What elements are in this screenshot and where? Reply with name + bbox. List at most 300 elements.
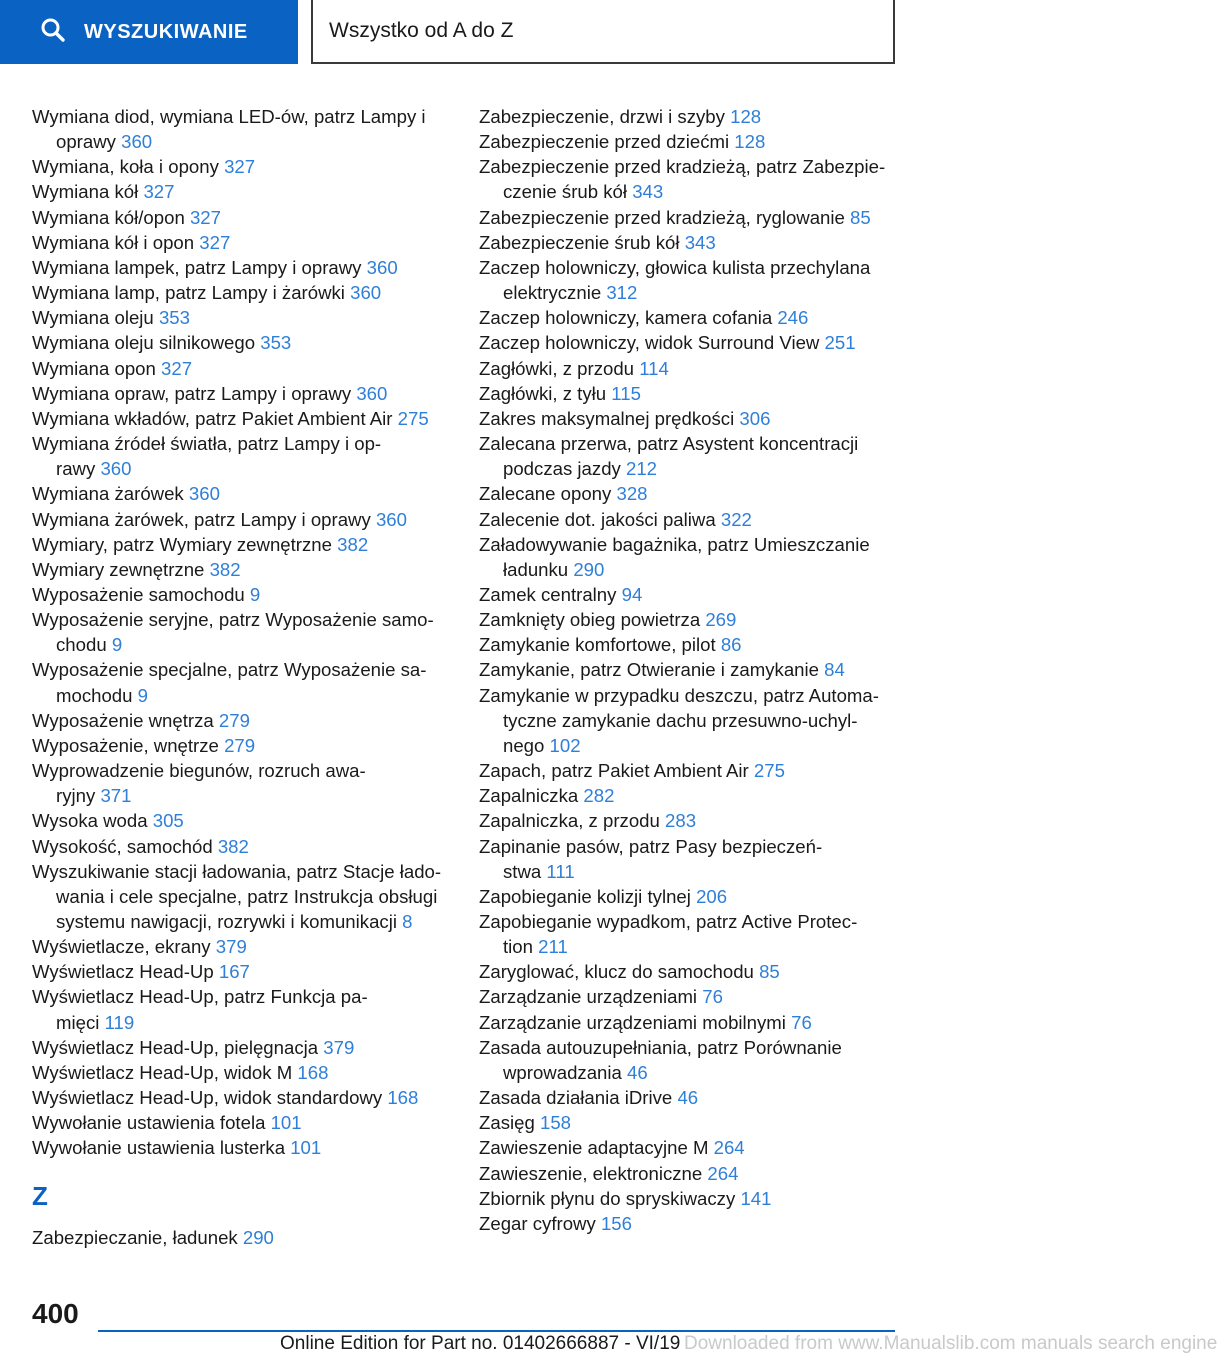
index-entry: [479, 1085, 919, 1110]
index-entry-text: [491, 179, 919, 204]
index-entry-text: [479, 657, 919, 682]
index-entry-term: stwa: [503, 860, 542, 882]
index-entry-term: Wyposażenie specjalne, patrz Wyposażenie sa-: [32, 659, 427, 681]
index-entry-text: [479, 507, 919, 532]
page-reference-link[interactable]: 343: [684, 231, 716, 253]
index-entry: [479, 406, 919, 431]
index-entry-text: [479, 582, 919, 607]
index-entry: [479, 381, 919, 406]
index-entry-text: [479, 1211, 919, 1236]
index-entry-term: Wyświetlacz Head-Up, widok M: [32, 1061, 293, 1083]
index-entry-text: [32, 1110, 462, 1135]
page-reference-link[interactable]: 128: [734, 131, 766, 153]
index-entry-term: systemu nawigacji, rozrywki i komunikacji: [56, 911, 397, 932]
page-reference-link[interactable]: 379: [215, 936, 247, 958]
page-reference-link[interactable]: 115: [611, 382, 641, 404]
index-entry-term: rawy: [56, 458, 96, 480]
index-entry-term: Wymiary zewnętrzne: [32, 558, 205, 580]
index-entry-term: Wymiana kół: [32, 181, 139, 203]
index-entry-term: Wymiana oleju silnikowego: [32, 332, 256, 354]
page-reference-link[interactable]: 46: [627, 1061, 648, 1083]
index-entry: [479, 431, 919, 481]
index-entry: [32, 431, 462, 481]
page-reference-link[interactable]: 353: [158, 307, 190, 329]
index-entry: [32, 230, 462, 255]
index-entry-text: [491, 708, 919, 733]
index-entry: [479, 984, 919, 1009]
index-entry-text: [479, 1010, 919, 1035]
index-entry-text: [44, 884, 462, 909]
page-reference-link[interactable]: 76: [702, 986, 723, 1008]
index-entry: [479, 758, 919, 783]
index-entry-text: [32, 657, 462, 682]
index-entry-text: [491, 859, 919, 884]
index-entry-term: Wymiana kół/opon: [32, 206, 185, 228]
index-entry-term: Zarządzanie urządzeniami: [479, 986, 698, 1008]
index-entry: [479, 959, 919, 984]
index-entry-text: [32, 205, 462, 230]
index-entry: [32, 557, 462, 582]
footer-edition-text: Online Edition for Part no. 01402666887 - VI/19: [280, 1333, 681, 1354]
index-entry-term: Wymiana źródeł światła, patrz Lampy i op-: [32, 433, 382, 455]
index-entry-text: [479, 356, 919, 381]
index-entry-text: [32, 431, 462, 456]
index-entry-term: Wyposażenie, wnętrze: [32, 734, 219, 756]
index-entry: [32, 758, 462, 808]
index-entry-text: [44, 632, 462, 657]
page-reference-link[interactable]: 322: [720, 508, 752, 530]
page-reference-link[interactable]: 85: [759, 961, 780, 983]
index-entry-text: [479, 129, 919, 154]
index-entry-term: Zbiornik płynu do spryskiwaczy: [479, 1187, 736, 1209]
index-entry: [32, 1035, 462, 1060]
section-letter-z: Z: [32, 1180, 48, 1211]
index-entry-term: Wymiana żarówek: [32, 483, 184, 505]
page-reference-link[interactable]: 360: [356, 382, 388, 404]
index-entry-term: Wymiary, patrz Wymiary zewnętrzne: [32, 533, 332, 555]
index-entry-term: Wymiana kół i opon: [32, 231, 195, 253]
index-entry-term: Zabezpieczenie przed dziećmi: [479, 131, 730, 153]
index-entry-text: [479, 330, 919, 355]
index-entry: [32, 984, 462, 1034]
index-entry-term: Zamknięty obieg powietrza: [479, 609, 701, 631]
index-entry: [479, 1211, 919, 1236]
page-reference-link[interactable]: 9: [111, 634, 123, 656]
index-entry-text: [32, 859, 462, 884]
index-entry-term: Wyposażenie seryjne, patrz Wyposażenie samo-: [32, 609, 434, 631]
index-entry-term: Zamykanie, patrz Otwieranie i zamykanie: [479, 659, 819, 681]
index-entry-term: Zegar cyfrowy: [479, 1212, 596, 1234]
section-z-entries: [32, 1225, 462, 1250]
index-entry-term: Zapalniczka, z przodu: [479, 810, 660, 832]
index-entry-text: [479, 205, 919, 230]
index-entry: [32, 305, 462, 330]
index-entry: [32, 381, 462, 406]
index-entry: [32, 481, 462, 506]
index-entry: [32, 959, 462, 984]
index-entry-term: elektrycznie: [503, 282, 602, 304]
page-reference-link[interactable]: 212: [626, 458, 658, 480]
index-entry-text: [32, 1060, 462, 1085]
index-entry-text: [44, 783, 462, 808]
index-entry-term: Zawieszenie adaptacyjne M: [479, 1137, 709, 1159]
page-reference-link[interactable]: 279: [224, 734, 256, 756]
index-entry: [479, 683, 919, 758]
page-reference-link[interactable]: 312: [606, 282, 638, 304]
page-reference-link[interactable]: 290: [573, 558, 605, 580]
index-entry-term: Wymiana opon: [32, 357, 156, 379]
index-entry-term: czenie śrub kół: [503, 181, 628, 203]
index-entry-text: [479, 984, 919, 1009]
index-entry-text: [479, 406, 919, 431]
index-entry-text: [479, 959, 919, 984]
page-reference-link[interactable]: 101: [270, 1112, 302, 1134]
index-entry-term: Wyświetlacze, ekrany: [32, 936, 211, 958]
index-entry: [479, 582, 919, 607]
index-entry-term: oprawy: [56, 131, 116, 153]
index-entry-term: Zapach, patrz Pakiet Ambient Air: [479, 760, 749, 782]
page-reference-link[interactable]: 360: [366, 256, 398, 278]
page-reference-link[interactable]: 283: [665, 810, 697, 832]
index-entry-text: [32, 1135, 462, 1160]
search-tab-label: WYSZUKIWANIE: [84, 20, 248, 43]
index-entry-term: Zalecenie dot. jakości paliwa: [479, 508, 716, 530]
index-entry: [479, 356, 919, 381]
index-entry: [479, 1035, 919, 1085]
index-entry: [32, 657, 462, 707]
page-reference-link[interactable]: 275: [753, 760, 785, 782]
index-entry-term: Zabezpieczenie śrub kół: [479, 231, 680, 253]
page-reference-link[interactable]: 168: [297, 1061, 329, 1083]
page-reference-link[interactable]: 94: [621, 583, 643, 605]
index-entry-text: [479, 532, 919, 557]
index-entry-term: Wyświetlacz Head-Up, widok standardowy: [32, 1087, 383, 1109]
page-reference-link[interactable]: 102: [549, 734, 581, 756]
index-entry: [479, 632, 919, 657]
index-entry-text: [479, 255, 919, 280]
index-entry-text: [32, 708, 462, 733]
index-entry-term: Zapobieganie wypadkom, patrz Active Protec-: [479, 911, 858, 932]
index-column-left: [32, 104, 462, 1250]
index-entry: [479, 330, 919, 355]
index-entry-term: Zapinanie pasów, patrz Pasy bezpieczeń-: [479, 835, 823, 857]
index-entry-text: [32, 557, 462, 582]
index-entry: [32, 280, 462, 305]
index-entry-term: Wymiana oleju: [32, 307, 154, 329]
index-entry-term: wania i cele specjalne, patrz Instrukcja obsługi: [56, 885, 438, 907]
page-reference-link[interactable]: 168: [387, 1087, 419, 1109]
index-entry: [32, 934, 462, 959]
index-entry: [32, 104, 462, 154]
page-reference-link[interactable]: 360: [100, 458, 132, 480]
index-entry: [32, 1085, 462, 1110]
page-reference-link[interactable]: 85: [850, 206, 871, 228]
page-reference-link[interactable]: 360: [121, 131, 153, 153]
page-reference-link[interactable]: 76: [791, 1011, 812, 1033]
index-entry-term: Zabezpieczenie przed kradzieżą, ryglowanie: [479, 206, 845, 228]
index-entry-term: Zasada autouzupełniania, patrz Porównanie: [479, 1036, 842, 1058]
index-entry-text: [479, 481, 919, 506]
index-entry-term: Wywołanie ustawienia fotela: [32, 1112, 266, 1134]
index-entry-term: nego: [503, 734, 545, 756]
index-entry-text: [479, 808, 919, 833]
index-entry-term: Zapobieganie kolizji tylnej: [479, 885, 691, 907]
index-entry-term: Zabezpieczenie, drzwi i szyby: [479, 106, 725, 127]
index-entry: [32, 582, 462, 607]
index-entry-term: Wyświetlacz Head-Up: [32, 961, 214, 983]
index-entry: [32, 1110, 462, 1135]
index-entry: [32, 859, 462, 934]
index-entry-text: [479, 1110, 919, 1135]
index-entry-term: Zagłówki, z przodu: [479, 357, 635, 379]
index-entry-text: [479, 909, 919, 934]
index-entry: [32, 356, 462, 381]
index-entry-term: Wymiana opraw, patrz Lampy i oprawy: [32, 382, 352, 404]
index-entry-term: Wywołanie ustawienia lusterka: [32, 1137, 286, 1159]
index-entry: [479, 532, 919, 582]
page-reference-link[interactable]: 360: [375, 508, 407, 530]
index-entry-text: [32, 507, 462, 532]
page-reference-link[interactable]: 275: [397, 407, 429, 429]
index-entry-text: [479, 758, 919, 783]
index-entry-text: [32, 1035, 462, 1060]
index-entry: [32, 708, 462, 733]
index-entry-term: Zakres maksymalnej prędkości: [479, 407, 735, 429]
index-entry-term: Zapalniczka: [479, 785, 579, 807]
index-entry-text: [491, 733, 919, 758]
page-reference-link[interactable]: 305: [152, 810, 184, 832]
index-entry-text: [491, 1060, 919, 1085]
page-reference-link[interactable]: 8: [402, 911, 413, 932]
tab-all-a-to-z[interactable]: Wszystko od A do Z: [311, 0, 895, 64]
page-reference-link[interactable]: 101: [290, 1137, 322, 1159]
index-entry: [32, 1135, 462, 1160]
index-entry-term: ładunku: [503, 558, 569, 580]
index-entry: [479, 1135, 919, 1160]
index-entry: [479, 205, 919, 230]
page-reference-link[interactable]: 269: [705, 609, 737, 631]
page-reference-link[interactable]: 167: [218, 961, 250, 983]
index-entry-term: Zamykanie w przypadku deszczu, patrz Automa-: [479, 684, 879, 706]
index-entry-term: Zasada działania iDrive: [479, 1087, 673, 1109]
index-entry: [479, 230, 919, 255]
index-entry-text: [32, 381, 462, 406]
page-reference-link[interactable]: 382: [337, 533, 369, 555]
index-entry-text: [491, 934, 919, 959]
index-entry-text: [32, 959, 462, 984]
index-entry-text: [479, 1186, 919, 1211]
index-entry-term: Wyposażenie samochodu: [32, 583, 245, 605]
page-reference-link[interactable]: 84: [824, 659, 845, 681]
page-reference-link[interactable]: 382: [217, 835, 249, 857]
index-entry-text: [32, 808, 462, 833]
index-entry: [32, 1225, 462, 1250]
index-entry-term: Wysokość, samochód: [32, 835, 213, 857]
index-entry-text: [32, 1225, 462, 1250]
index-entry-term: tion: [503, 936, 533, 958]
footer-divider: [98, 1330, 895, 1332]
index-entry-term: Załadowywanie bagażnika, patrz Umieszczanie: [479, 533, 870, 555]
page-number: 400: [32, 1298, 79, 1329]
index-entry-term: chodu: [56, 634, 107, 656]
page-reference-link[interactable]: 86: [720, 634, 742, 656]
index-entry-text: [32, 230, 462, 255]
index-entry-text: [32, 834, 462, 859]
page-reference-link[interactable]: 327: [189, 206, 221, 228]
index-entry-term: Zalecane opony: [479, 483, 612, 505]
index-entry: [479, 104, 919, 129]
index-entry-term: Zaczep holowniczy, kamera cofania: [479, 307, 773, 329]
page-reference-link[interactable]: 111: [546, 860, 575, 882]
page-reference-link[interactable]: 141: [740, 1187, 772, 1209]
page-reference-link[interactable]: 306: [739, 407, 771, 429]
page-reference-link[interactable]: 9: [249, 583, 261, 605]
index-entry: [32, 406, 462, 431]
page-reference-link[interactable]: 119: [104, 1011, 135, 1033]
page-reference-link[interactable]: 282: [583, 785, 615, 807]
page-reference-link[interactable]: 360: [350, 282, 382, 304]
page-reference-link[interactable]: 327: [161, 357, 193, 379]
index-entry: [479, 1161, 919, 1186]
page-reference-link[interactable]: 9: [137, 684, 149, 706]
index-entry: [32, 205, 462, 230]
index-entry-text: [32, 934, 462, 959]
index-entry-text: [479, 607, 919, 632]
page-reference-link[interactable]: 114: [639, 357, 669, 379]
index-entry-text: [32, 154, 462, 179]
page-reference-link[interactable]: 328: [616, 483, 648, 505]
page-reference-link[interactable]: 264: [707, 1162, 739, 1184]
index-entry-text: [479, 783, 919, 808]
page-reference-link[interactable]: 211: [538, 936, 568, 958]
page-reference-link[interactable]: 327: [143, 181, 175, 203]
index-entry-term: Zamek centralny: [479, 583, 617, 605]
index-entry-text: [479, 884, 919, 909]
index-entry-term: Zarządzanie urządzeniami mobilnymi: [479, 1011, 786, 1033]
index-entry: [32, 255, 462, 280]
page-reference-link[interactable]: 246: [777, 307, 809, 329]
page-reference-link[interactable]: 158: [539, 1112, 572, 1134]
page-reference-link[interactable]: 382: [209, 558, 241, 580]
page-reference-link[interactable]: 279: [218, 709, 250, 731]
index-entry-term: wprowadzania: [503, 1061, 622, 1083]
index-entry-text: [32, 356, 462, 381]
index-entry-text: [479, 230, 919, 255]
index-entry: [32, 507, 462, 532]
index-entry-text: [44, 683, 462, 708]
index-entry: [32, 179, 462, 204]
index-entry-text: [32, 179, 462, 204]
index-entry-text: [32, 406, 462, 431]
index-entry: [479, 808, 919, 833]
page-reference-link[interactable]: 360: [188, 483, 220, 505]
index-entry: [32, 532, 462, 557]
index-entry: [32, 607, 462, 657]
index-entry-text: [44, 129, 462, 154]
index-entry-text: [479, 431, 919, 456]
index-entry-term: Zabezpieczanie, ładunek: [32, 1226, 238, 1248]
page-reference-link[interactable]: 290: [242, 1226, 274, 1248]
index-entry-text: [479, 683, 919, 708]
index-entry-term: Wyświetlacz Head-Up, pielęgnacja: [32, 1036, 319, 1058]
page-reference-link[interactable]: 264: [713, 1137, 745, 1159]
index-entry: [32, 154, 462, 179]
index-entry: [479, 657, 919, 682]
index-entry: [479, 481, 919, 506]
search-icon: [40, 17, 66, 48]
index-entry: [479, 607, 919, 632]
page-reference-link[interactable]: 206: [696, 885, 728, 907]
index-entry-term: Wyposażenie wnętrza: [32, 709, 214, 731]
index-entry-text: [479, 1135, 919, 1160]
index-entry-term: Zabezpieczenie przed kradzieżą, patrz Zabezpie-: [479, 156, 886, 178]
index-entry-term: podczas jazdy: [503, 458, 621, 480]
index-entry: [479, 1010, 919, 1035]
index-entry: [479, 884, 919, 909]
index-entry-text: [32, 330, 462, 355]
index-entry-term: Zamykanie komfortowe, pilot: [479, 634, 716, 656]
index-entry-text: [32, 984, 462, 1009]
index-entry-text: [491, 280, 919, 305]
index-entry-term: Wyświetlacz Head-Up, patrz Funkcja pa-: [32, 986, 368, 1008]
index-entry-text: [32, 582, 462, 607]
index-entry-term: Zawieszenie, elektroniczne: [479, 1162, 703, 1184]
index-entry: [479, 783, 919, 808]
page-reference-link[interactable]: 327: [199, 231, 231, 253]
page-reference-link[interactable]: 156: [600, 1212, 632, 1234]
index-entry: [479, 129, 919, 154]
index-entry-text: [44, 909, 462, 934]
index-entry: [32, 834, 462, 859]
page-reference-link[interactable]: 353: [260, 332, 292, 354]
page-reference-link[interactable]: 128: [730, 106, 762, 127]
index-entry-text: [479, 154, 919, 179]
index-entry-term: Zaczep holowniczy, głowica kulista przechylana: [479, 256, 871, 278]
index-entry-text: [32, 280, 462, 305]
page-reference-link[interactable]: 343: [632, 181, 664, 203]
page-reference-link[interactable]: 251: [824, 332, 856, 354]
index-entry-term: mochodu: [56, 684, 133, 706]
page-reference-link[interactable]: 379: [323, 1036, 355, 1058]
index-entry-term: mięci: [56, 1011, 100, 1033]
index-entry-text: [479, 632, 919, 657]
watermark: Downloaded from www.Manualslib.com manuals search engine: [684, 1333, 1217, 1354]
index-entry: [32, 808, 462, 833]
index-entry-term: Wymiana żarówek, patrz Lampy i oprawy: [32, 508, 371, 530]
index-entry-text: [44, 1010, 462, 1035]
index-entry: [479, 154, 919, 204]
page-reference-link[interactable]: 371: [100, 785, 132, 807]
index-entry-text: [479, 1161, 919, 1186]
index-entry-term: Zagłówki, z tyłu: [479, 382, 607, 404]
index-entry: [32, 330, 462, 355]
page-reference-link[interactable]: 327: [224, 156, 256, 178]
index-entry: [479, 834, 919, 884]
index-entry-text: [479, 1035, 919, 1060]
index-entry-text: [44, 456, 462, 481]
index-entry-text: [32, 607, 462, 632]
index-entry: [32, 1060, 462, 1085]
page-reference-link[interactable]: 46: [677, 1087, 699, 1109]
index-entry-term: Wymiana, koła i opony: [32, 156, 219, 178]
index-entry-term: Zaczep holowniczy, widok Surround View: [479, 332, 820, 354]
index-entry-term: ryjny: [56, 785, 96, 807]
index-entry-text: [32, 255, 462, 280]
index-entry-term: Wymiana lamp, patrz Lampy i żarówki: [32, 282, 345, 304]
index-entry-term: Wymiana diod, wymiana LED-ów, patrz Lampy i: [32, 106, 426, 127]
search-tab[interactable]: [0, 0, 298, 64]
index-entry-text: [479, 381, 919, 406]
